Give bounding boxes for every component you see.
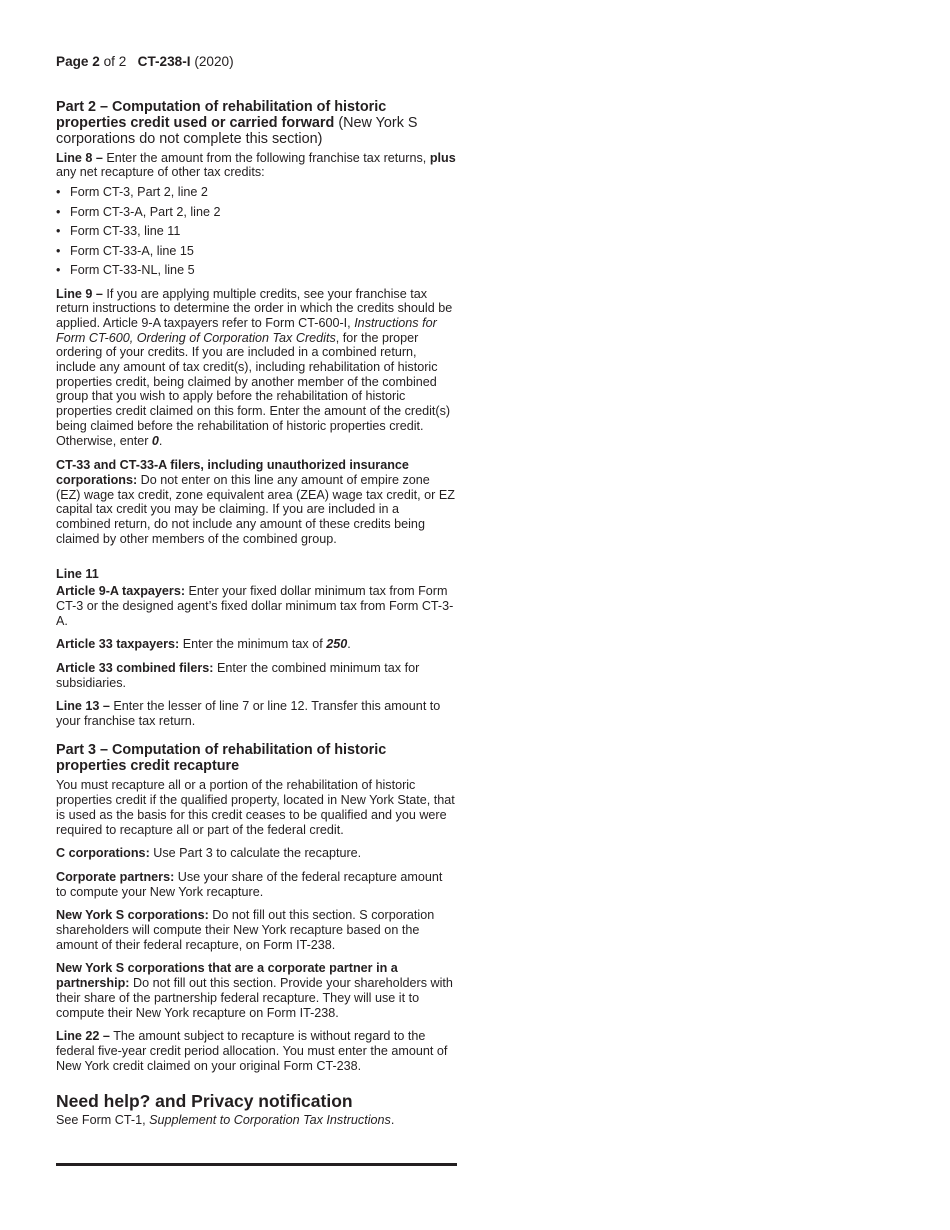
page-header [56, 54, 234, 69]
list-item: • Form CT-3-A, Part 2, line 2 [56, 205, 456, 225]
article33-combined-text: Article 33 combined filers: Enter the combined minimum tax for subsidiaries. [56, 660, 420, 690]
part3-title: Part 3 – Computation of rehabilitation of historic properties credit recapture [56, 742, 387, 775]
form-list [56, 185, 456, 283]
list-item: • Form CT-33-A, line 15 [56, 244, 456, 264]
list-item: • Form CT-3, Part 2, line 2 [56, 185, 456, 205]
part2-section [56, 99, 456, 729]
form-number: CT-238-I [137, 54, 191, 69]
bottom-rule [56, 1163, 457, 1166]
part3-intro: You must recapture all or a portion of the rehabilitation of historic properties credit if the qualified property, located in New York State, that is used as the basis for this credit ceases to be qualified and you were required to recapture all or part of the federal credit. [56, 778, 455, 837]
line22-text: Line 22 – The amount subject to recapture is without regard to the federal five-year credit period allocation. You must enter the amount of New York credit claimed on your original Form CT-238. [56, 1029, 448, 1073]
help-text: See Form CT-1, Supplement to Corporation Tax Instructions. [56, 1113, 395, 1127]
line9-text: Line 9 – If you are applying multiple credits, see your franchise tax return instructions to determine the order in which the credits should be applied. Article 9-A taxpayers refer to Form CT-600-I, Instructions for Form CT-600, Ordering of Corporation Tax Credits, for the proper ordering of your credits. If you are included in a combined return, include any amount of tax credit(s), including rehabilitation of historic properties credit, being claimed by another member of the combined group that you wish to apply before the rehabilitation of historic properties credit claimed on this form. Enter the amount of the credit(s) being claimed before the rehabilitation of historic properties credit. Otherwise, enter 0. [56, 286, 453, 448]
help-section [56, 1091, 456, 1128]
form-year: (2020) [194, 54, 234, 69]
page-total: of 2 [103, 54, 127, 69]
part3-section [56, 742, 456, 1073]
line8-text: Line 8 – Enter the amount from the following franchise tax returns, plus any net recapture of other tax credits: [56, 150, 456, 180]
ny-s-corp-partner-text: New York S corporations that are a corporate partner in a partnership: Do not fill out this section. Provide your shareholders with their share of the partnership federal recapture. They will use it to compute their New York recapture on Form IT-238. [56, 961, 453, 1020]
article9a-text: Article 9-A taxpayers: Enter your fixed dollar minimum tax from Form CT-3 or the designed agent’s fixed dollar minimum tax from Form CT-3-A. [56, 584, 454, 628]
ct33-text: CT-33 and CT-33-A filers, including unauthorized insurance corporations: Do not enter on this line any amount of empire zone (EZ) wage tax credit, zone equivalent area (ZEA) wage tax credit, or EZ capital tax credit you may be claiming. If you are included in a combined return, do not include any amount of these credits being claimed by other members of the combined group. [56, 458, 455, 546]
part2-title: Part 2 – Computation of rehabilitation of historic properties credit used or carried forward (New York S corporations do not complete this section) [56, 99, 418, 148]
help-title: Need help? and Privacy notification [56, 1091, 353, 1111]
page-number: Page 2 [56, 54, 100, 69]
article33-text: Article 33 taxpayers: Enter the minimum tax of 250. [56, 637, 351, 652]
corporate-partners-text: Corporate partners: Use your share of the federal recapture amount to compute your New York recapture. [56, 869, 443, 899]
line11-heading: Line 11 [56, 567, 99, 582]
c-corporations-text: C corporations: Use Part 3 to calculate the recapture. [56, 846, 362, 861]
list-item: • Form CT-33, line 11 [56, 224, 456, 244]
ny-s-corporations-text: New York S corporations: Do not fill out this section. S corporation shareholders will compute their New York recapture based on the amount of their federal recapture, on Form IT-238. [56, 908, 435, 952]
part2-note: (New York S corporations do not complete this section) [56, 115, 418, 148]
list-item: • Form CT-33-NL, line 5 [56, 263, 456, 283]
line13-text: Line 13 – Enter the lesser of line 7 or line 12. Transfer this amount to your franchise tax return. [56, 699, 441, 729]
